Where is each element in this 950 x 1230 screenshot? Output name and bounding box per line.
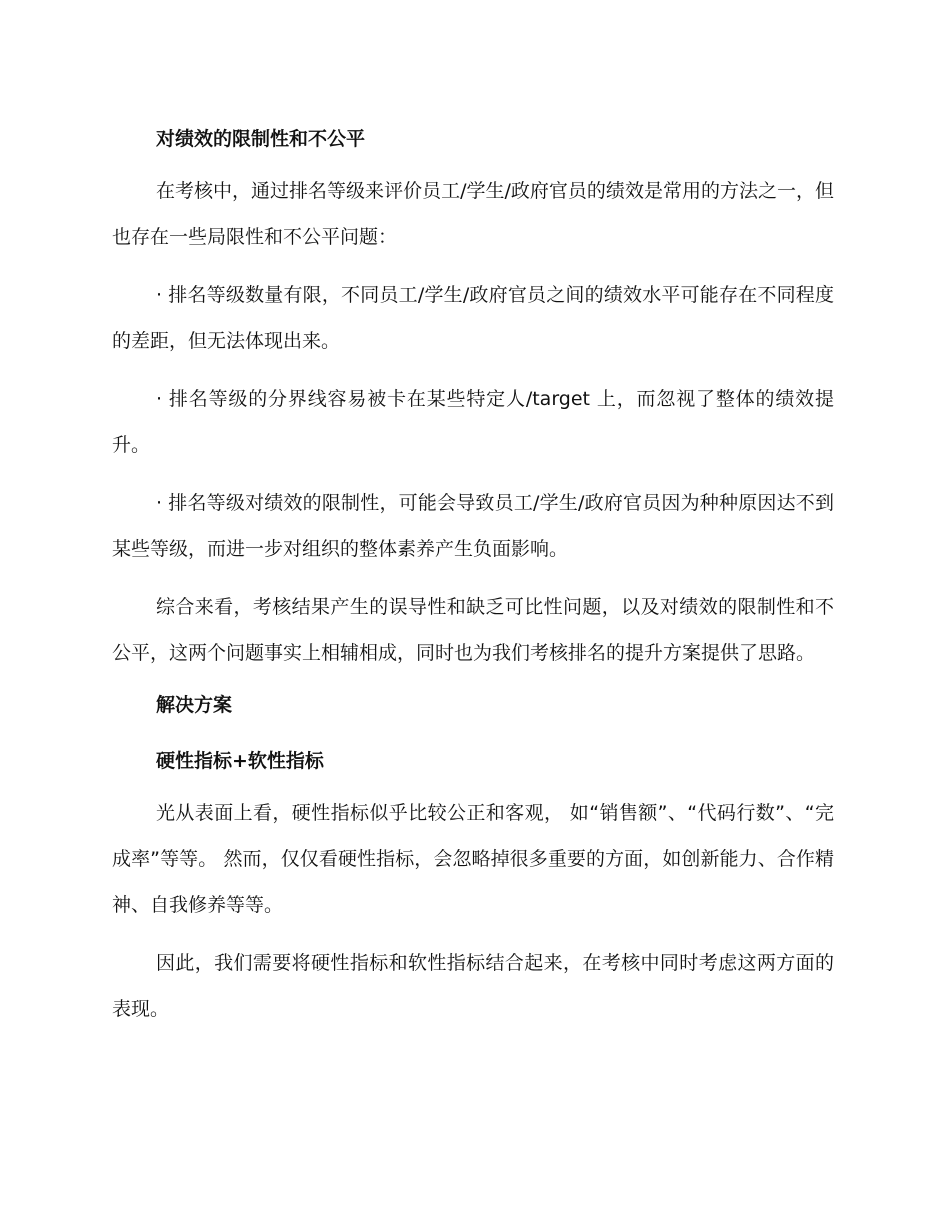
section-heading-solution: 解决方案 (156, 694, 233, 716)
bullet-paragraph-boundary: · 排名等级的分界线容易被卡在某些特定人/target 上，而忽视了整体的绩效提升。 (112, 388, 834, 456)
bullet-paragraph-restriction: · 排名等级对绩效的限制性，可能会导致员工/学生/政府官员因为种种原因达不到某些等级，而进一步对组织的整体素养产生负面影响。 (112, 492, 834, 560)
subheading-hard-soft-indicators: 硬性指标+软性指标 (156, 750, 324, 772)
paragraph-combine-indicators: 因此，我们需要将硬性指标和软性指标结合起来，在考核中同时考虑这两方面的表现。 (112, 952, 834, 1020)
section-heading-performance-limits: 对绩效的限制性和不公平 (156, 128, 366, 150)
paragraph-summary: 综合来看，考核结果产生的误导性和缺乏可比性问题，以及对绩效的限制性和不公平，这两个问题事实上相辅相成，同时也为我们考核排名的提升方案提供了思路。 (112, 596, 834, 664)
paragraph-hard-indicators: 光从表面上看，硬性指标似乎比较公正和客观， 如“销售额”、“代码行数”、“完成率”等等。 然而，仅仅看硬性指标，会忽略掉很多重要的方面，如创新能力、合作精神、自我修养等等。 (112, 802, 834, 916)
bullet-paragraph-limited-levels: · 排名等级数量有限，不同员工/学生/政府官员之间的绩效水平可能存在不同程度的差距，但无法体现出来。 (112, 284, 834, 352)
paragraph-intro: 在考核中，通过排名等级来评价员工/学生/政府官员的绩效是常用的方法之一，但也存在一些局限性和不公平问题： (112, 180, 834, 248)
